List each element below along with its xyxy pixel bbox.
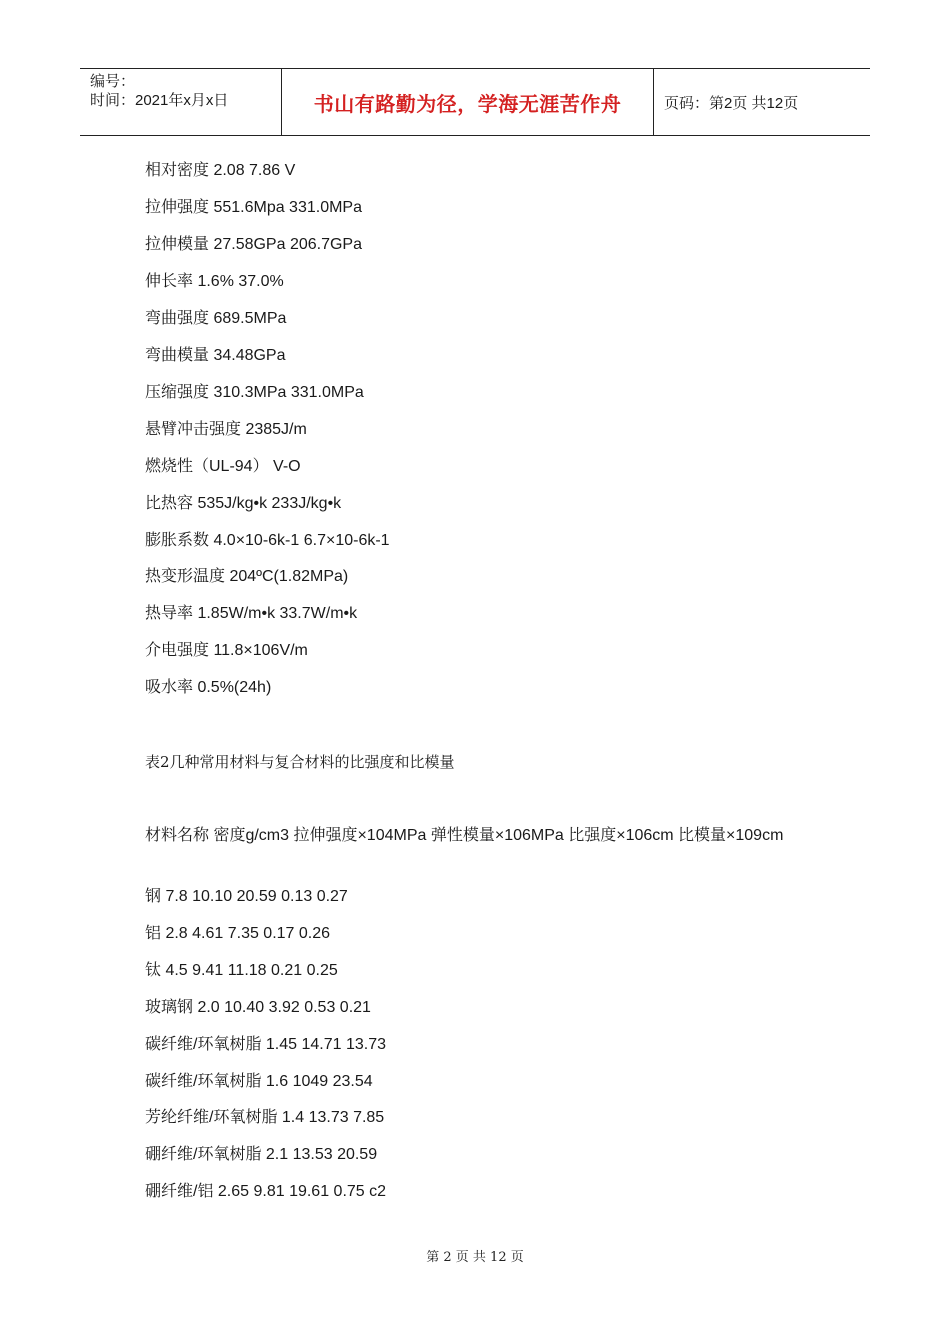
- property-line: 压缩强度 310.3MPa 331.0MPa: [145, 384, 364, 401]
- property-line: 介电强度 11.8×106V/m: [145, 642, 308, 659]
- header-meta: [80, 69, 282, 135]
- header-motto: 书山有路勤为径，学海无涯苦作舟: [313, 91, 622, 116]
- property-line: 热变形温度 204ºC(1.82MPa): [145, 568, 349, 585]
- property-line: 拉伸强度 551.6Mpa 331.0MPa: [145, 199, 362, 216]
- table-row: 铝 2.8 4.61 7.35 0.17 0.26: [145, 925, 331, 942]
- property-line: 膨胀系数 4.0×10-6k-1 6.7×10-6k-1: [145, 532, 390, 549]
- page-footer: [0, 1246, 950, 1265]
- table-row: 芳纶纤维/环氧树脂 1.4 13.73 7.85: [145, 1109, 385, 1126]
- header-motto-cell: [282, 69, 654, 135]
- page-header: [80, 68, 870, 136]
- table-row: 钢 7.8 10.10 20.59 0.13 0.27: [145, 888, 348, 905]
- property-line: 伸长率 1.6% 37.0%: [145, 273, 284, 290]
- table-caption: 表2几种常用材料与复合材料的比强度和比模量: [145, 753, 455, 771]
- property-line: 弯曲强度 689.5MPa: [145, 310, 287, 327]
- header-page-info-cell: [654, 69, 870, 135]
- property-line: 弯曲模量 34.48GPa: [145, 347, 286, 364]
- table-row: 碳纤维/环氧树脂 1.6 1049 23.54: [145, 1073, 373, 1090]
- property-line: 吸水率 0.5%(24h): [145, 679, 272, 696]
- table-row: 硼纤维/环氧树脂 2.1 13.53 20.59: [145, 1146, 378, 1163]
- property-line: 热导率 1.85W/m•k 33.7W/m•k: [145, 605, 358, 622]
- table-row: 钛 4.5 9.41 11.18 0.21 0.25: [145, 962, 338, 979]
- header-page-info: 页码：第2页 共12页: [664, 94, 799, 112]
- property-line: 燃烧性（UL-94） V-O: [145, 458, 301, 475]
- table-row: 玻璃钢 2.0 10.40 3.92 0.53 0.21: [145, 999, 371, 1016]
- property-line: 悬臂冲击强度 2385J/m: [145, 421, 307, 438]
- table-row: 硼纤维/铝 2.65 9.81 19.61 0.75 c2: [145, 1183, 387, 1200]
- document-date: 时间：2021年x月x日: [90, 92, 229, 109]
- document-number: 编号：: [90, 73, 136, 90]
- table-row: 碳纤维/环氧树脂 1.45 14.71 13.73: [145, 1036, 387, 1053]
- property-line: 相对密度 2.08 7.86 V: [145, 162, 296, 179]
- property-line: 拉伸模量 27.58GPa 206.7GPa: [145, 236, 363, 253]
- footer-page-number: 第 2 页 共 12 页: [426, 1250, 524, 1265]
- table-header-line: 材料名称 密度g/cm3 拉伸强度×104MPa 弹性模量×106MPa 比强度×106cm 比模量×109cm: [145, 827, 784, 844]
- property-line: 比热容 535J/kg•k 233J/kg•k: [145, 495, 342, 512]
